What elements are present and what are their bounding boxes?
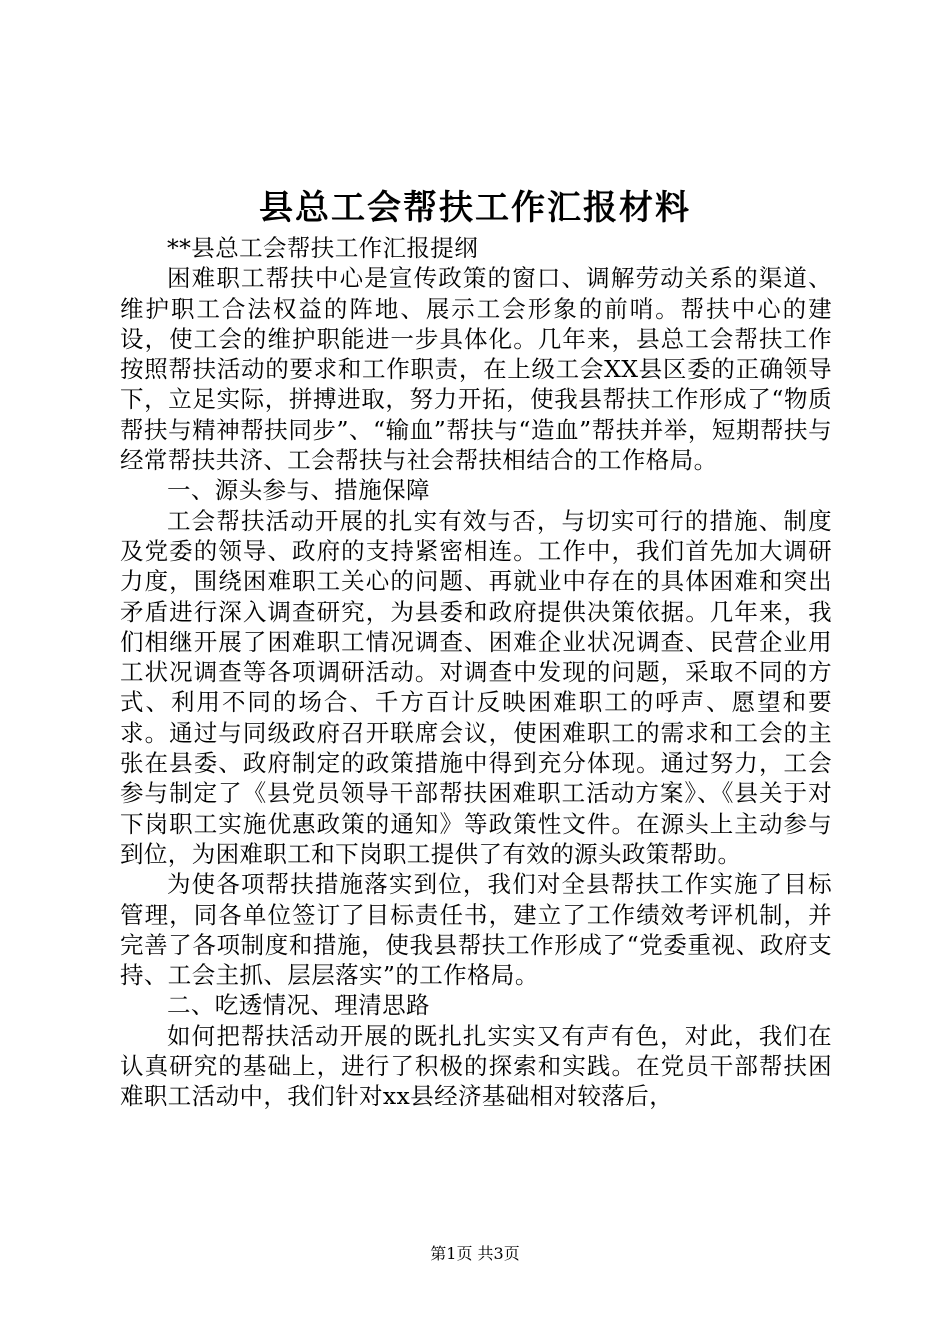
section-heading-1: 一、源头参与、措施保障 bbox=[167, 476, 430, 505]
section-heading-2: 二、吃透情况、理清思路 bbox=[167, 991, 430, 1020]
section-2-paragraph-1: 如何把帮扶活动开展的既扎扎实实又有声有色，对此，我们在认真研究的基础上，进行了积极的探索和实践。在党员干部帮扶困难职工活动中，我们针对xx县经济基础相对较落后， bbox=[120, 1021, 832, 1111]
subtitle-paragraph: **县总工会帮扶工作汇报提纲 bbox=[167, 234, 479, 262]
section-1-paragraph-1: 工会帮扶活动开展的扎实有效与否，与切实可行的措施、制度及党委的领导、政府的支持紧密相连。工作中，我们首先加大调研力度，围绕困难职工关心的问题、再就业中存在的具体困难和突出矛盾进行深入调查研究，为县委和政府提供决策依据。几年来，我们相继开展了困难职工情况调查、困难企业状况调查、民营企业用工状况调查等各项调研活动。对调查中发现的问题，采取不同的方式、利用不同的场合、千方百计反映困难职工的呼声、愿望和要求。通过与同级政府召开联席会议，使困难职工的需求和工会的主张在县委、政府制定的政策措施中得到充分体现。通过努力，工会参与制定了《县党员领导干部帮扶困难职工活动方案》、《县关于对下岗职工实施优惠政策的通知》等政策性文件。在源头上主动参与到位，为困难职工和下岗职工提供了有效的源头政策帮助。 bbox=[120, 506, 832, 868]
page-footer: 第1页 共3页 bbox=[430, 1244, 520, 1263]
document-title: 县总工会帮扶工作汇报材料 bbox=[259, 188, 691, 228]
section-1-paragraph-2: 为使各项帮扶措施落实到位，我们对全县帮扶工作实施了目标管理，同各单位签订了目标责任书，建立了工作绩效考评机制，并完善了各项制度和措施，使我县帮扶工作形成了“党委重视、政府支持、工会主抓、层层落实”的工作格局。 bbox=[120, 870, 832, 990]
intro-paragraph: 困难职工帮扶中心是宣传政策的窗口、调解劳动关系的渠道、维护职工合法权益的阵地、展示工会形象的前哨。帮扶中心的建设，使工会的维护职能进一步具体化。几年来，县总工会帮扶工作按照帮扶活动的要求和工作职责，在上级工会XX县区委的正确领导下，立足实际，拼搏进取，努力开拓，使我县帮扶工作形成了“物质帮扶与精神帮扶同步”、“输血”帮扶与“造血”帮扶并举，短期帮扶与经常帮扶共济、工会帮扶与社会帮扶相结合的工作格局。 bbox=[120, 264, 832, 475]
document-body bbox=[120, 233, 832, 1112]
